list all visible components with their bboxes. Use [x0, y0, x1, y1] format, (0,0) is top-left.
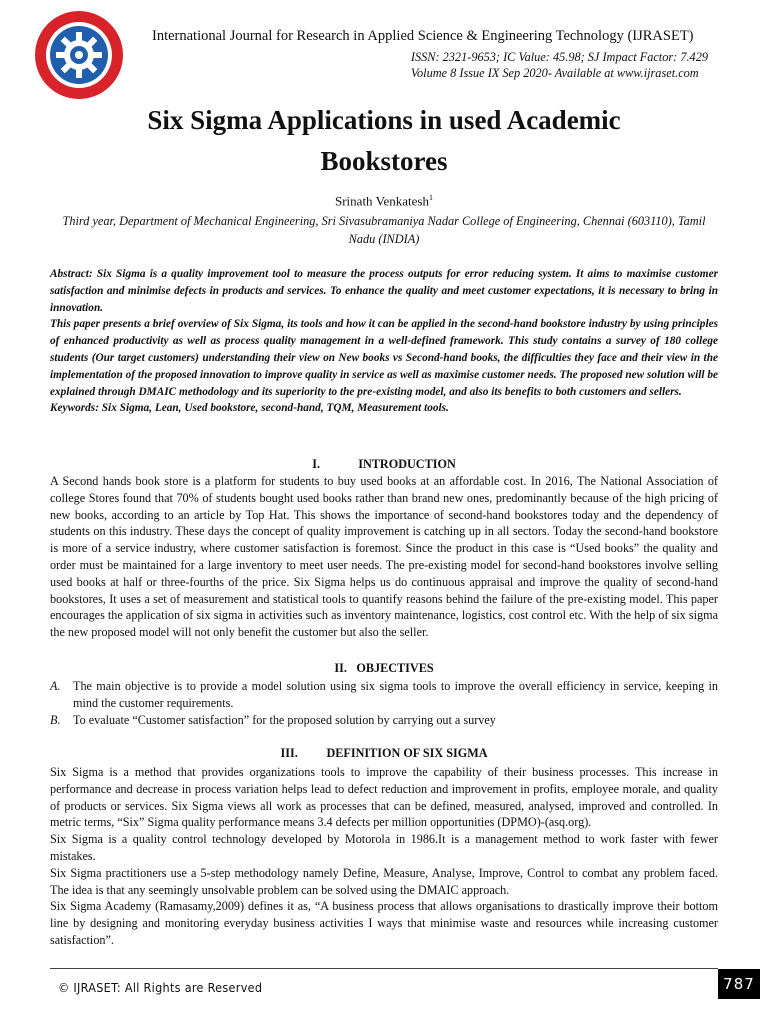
list-item: [50, 712, 718, 729]
affiliation: Third year, Department of Mechanical Engineering, Sri Sivasubramaniya Nadar College of Engineering, Chennai (603110), Tamil Nadu (INDIA): [62, 214, 706, 246]
page-number: 787: [718, 969, 760, 999]
title-line-1: Six Sigma Applications in used Academic: [147, 105, 621, 135]
list-label: A.: [50, 679, 61, 693]
abstract-p1: Abstract: Six Sigma is a quality improvement tool to measure the process outputs for error reducing system. It aims to maximise customer satisfaction and minimise defects in products and services. To enhance the quality and meet customer expectations, it is necessary to bring in innovation.: [50, 268, 718, 314]
footer-copyright: © IJRASET: All Rights are Reserved: [58, 980, 263, 995]
definition-paragraph-3: Six Sigma practitioners use a 5-step methodology namely Define, Measure, Analyse, Improve, Control to combat any problem faced. The idea is that any seemingly unsolvable problem can be solved using the DMAIC approach.: [50, 865, 718, 897]
journal-meta: [411, 49, 708, 81]
list-text: To evaluate “Customer satisfaction” for the proposed solution by carrying out a survey: [73, 712, 496, 727]
section-number: II.: [334, 661, 347, 675]
definition-body: [50, 764, 718, 949]
abstract-p2: This paper presents a brief overview of Six Sigma, its tools and how it can be applied in the second-hand bookstore industry by using principles of enhanced productivity as well as process quality management in a well-defined framework. This study contains a survey of 180 college students (Our target customers) understanding their view on New books vs Second-hand books, the difficulties they face and their view in the implementation of the proposed innovation to improve quality in service as well as maximise customer needs. The proposed new solution will be explained through DMAIC methodology and its superiority to the pre-existing model, and also its benefits to both customers and sellers.: [50, 318, 718, 398]
keywords: Keywords: Six Sigma, Lean, Used bookstore, second-hand, TQM, Measurement tools.: [50, 402, 449, 415]
volume-line: Volume 8 Issue IX Sep 2020- Available at www.ijraset.com: [410, 66, 699, 80]
section-number: I.: [312, 457, 321, 471]
section-heading-definition: [50, 746, 718, 761]
section-heading-objectives: [50, 661, 718, 676]
section-number: III.: [280, 746, 298, 760]
definition-paragraph-2: Six Sigma is a quality control technology developed by Motorola in 1986.It is a management method to work faster with fewer mistakes.: [50, 832, 718, 863]
section-heading-introduction: [50, 457, 718, 472]
paper-title: [60, 100, 708, 182]
list-text: The main objective is to provide a model solution using six sigma tools to improve the overall efficiency in service, keeping in mind the customer requirements.: [73, 679, 718, 710]
footer-divider: [50, 968, 718, 969]
author-name: Srinath Venkatesh: [335, 193, 429, 209]
abstract: [50, 266, 718, 417]
issn-line: ISSN: 2321-9653; IC Value: 45.98; SJ Impact Factor: 7.429: [410, 50, 708, 64]
journal-logo: [33, 9, 125, 101]
definition-paragraph-4: Six Sigma Academy (Ramasamy,2009) defines it as, “A business process that allows organisations to drastically improve their bottom line by designing and monitoring everyday business activities I ways that minimise waste and resources while increasing customer satisfaction”.: [50, 899, 718, 947]
title-line-2: Bookstores: [320, 146, 448, 176]
introduction-body: [50, 473, 718, 641]
definition-paragraph-1: Six Sigma is a method that provides organizations tools to improve the capability of their business processes. This increase in performance and decrease in process variation helps lead to defect reduction and improvement in profits, employee morale, and quality of products or services. Six Sigma views all work as processes that can be defined, measured, analysed, improved and controlled. In metric terms, “Six” Sigma quality performance means 3.4 defects per million opportunities (DPMO)-(asq.org).: [50, 765, 718, 830]
section-title: OBJECTIVES: [356, 661, 434, 675]
list-item: [50, 678, 718, 712]
journal-name: International Journal for Research in Applied Science & Engineering Technology (IJRASET): [152, 28, 694, 44]
section-title: DEFINITION OF SIX SIGMA: [326, 746, 488, 760]
introduction-paragraph: A Second hands book store is a platform for students to buy used books at an affordable cost. In 2016, The National Association of college Stores found that 70% of students bought used books rather than brand new ones, predominantly because of the high pricing of new books, according to an article by Top Hat. This shows the importance of second-hand bookstores today and the dependency of students on this industry. These days the concept of quality improvement is catching up in all sectors. Today the second-hand bookstore is more of a service industry, where customer satisfaction is foremost. Since the product in this case is “Used books” the quality and order must be maintained for a large inventory to meet user needs. The pre-existing model for second-hand bookstores involve selling used books at half or three-fourths of the price. Six Sigma helps us do continuous appraisal and improve the quality of second-hand bookstores, It uses a set of measurement and statistical tools to quantify reasons behind the failure of the pre-existing model. This paper encourages the application of six sigma in activities such as inventory maintenance, logistics, cost control etc. With the help of six sigma the new proposed model will not only benefit the customer but also the seller.: [50, 474, 718, 640]
list-label: B.: [50, 712, 61, 727]
author-sup: 1: [429, 193, 433, 202]
section-title: INTRODUCTION: [358, 457, 456, 471]
objectives-list: [50, 678, 718, 728]
author: [60, 193, 708, 209]
